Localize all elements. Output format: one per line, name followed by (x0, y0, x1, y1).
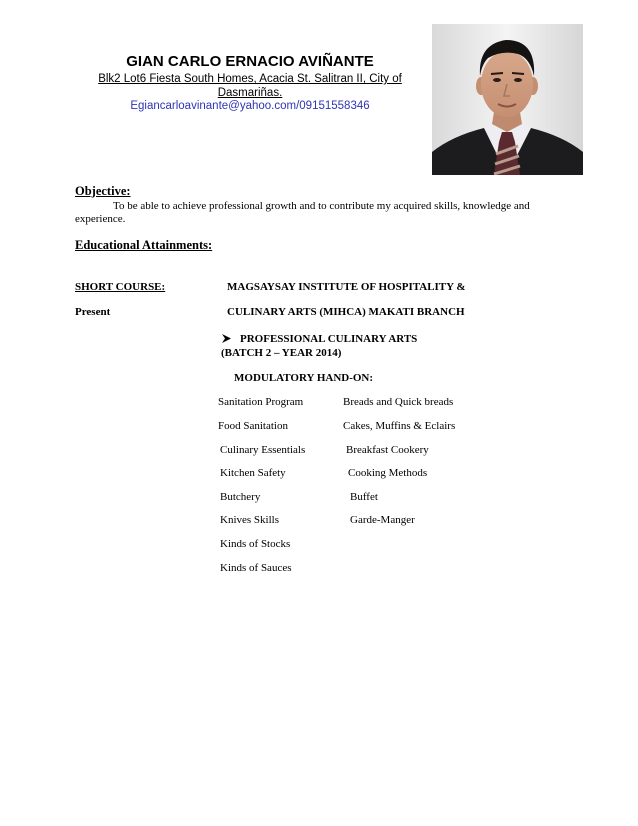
module-left-3: Culinary Essentials (220, 444, 306, 456)
objective-text-line-2: experience. (75, 213, 126, 225)
module-right-4: Cooking Methods (348, 467, 428, 479)
institution-line-1: MAGSAYSAY INSTITUTE OF HOSPITALITY & (227, 281, 466, 293)
applicant-name: GIAN CARLO ERNACIO AVIÑANTE (126, 53, 374, 70)
module-left-5: Butchery (220, 491, 261, 503)
modulatory-heading: MODULATORY HAND-ON: (234, 372, 374, 384)
module-right-6: Garde-Manger (350, 514, 415, 526)
module-left-1: Sanitation Program (218, 396, 304, 408)
module-left-8: Kinds of Sauces (220, 562, 292, 574)
objective-heading: Objective: (75, 184, 131, 198)
address-line-2: Dasmariñas. (217, 87, 283, 99)
arrow-bullet-icon (221, 333, 232, 347)
objective-text-line-1: To be able to achieve professional growth and to contribute my acquired skills, knowledge and (113, 200, 530, 212)
program-title: PROFESSIONAL CULINARY ARTS (240, 333, 418, 345)
module-right-5: Buffet (350, 491, 378, 503)
module-left-2: Food Sanitation (218, 420, 288, 432)
batch-info: (BATCH 2 – YEAR 2014) (221, 347, 342, 359)
module-left-7: Kinds of Stocks (220, 538, 291, 550)
period-label: Present (75, 306, 111, 318)
module-left-6: Knives Skills (220, 514, 279, 526)
short-course-label: SHORT COURSE: (75, 281, 166, 293)
institution-line-2: CULINARY ARTS (MIHCA) MAKATI BRANCH (227, 306, 465, 318)
portrait-photo (432, 24, 583, 175)
contact-info[interactable]: Egiancarloavinante@yahoo.com/09151558346 (130, 100, 370, 112)
module-right-1: Breads and Quick breads (343, 396, 454, 408)
module-right-2: Cakes, Muffins & Eclairs (343, 420, 456, 432)
education-heading: Educational Attainments: (75, 238, 213, 252)
address-line-1: Blk2 Lot6 Fiesta South Homes, Acacia St. Salitran II, City of (98, 73, 402, 85)
module-left-4: Kitchen Safety (220, 467, 286, 479)
module-right-3: Breakfast Cookery (346, 444, 429, 456)
